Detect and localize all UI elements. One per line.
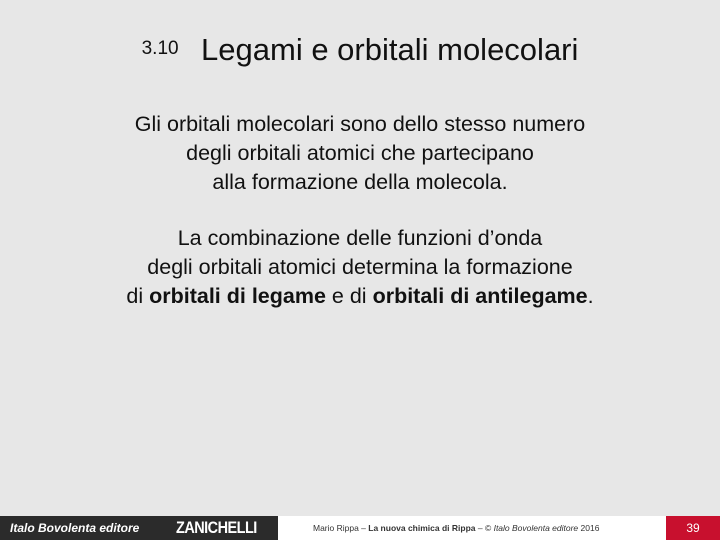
- credit-book-title: La nuova chimica di Rippa: [368, 523, 476, 533]
- credit-author: Mario Rippa –: [313, 523, 369, 533]
- text-suffix: .: [587, 284, 594, 308]
- antibonding-orbitals-term: orbitali di antilegame: [372, 284, 588, 308]
- credit-year: 2016: [578, 523, 600, 533]
- publisher-logo: Italo Bovolenta editore: [10, 521, 140, 535]
- paragraph-line: Gli orbitali molecolari sono dello stesso numero: [134, 112, 586, 136]
- paragraph-line: degli orbitali atomici determina la formazione: [147, 255, 573, 279]
- bonding-orbitals-term: orbitali di legame: [149, 284, 326, 308]
- paragraph-line: alla formazione della molecola.: [212, 170, 508, 194]
- paragraph-orbital-combination: [0, 224, 720, 311]
- slide-title: Legami e orbitali molecolari: [201, 32, 579, 67]
- section-number: 3.10: [141, 38, 179, 59]
- paragraph-line: La combinazione delle funzioni d’onda: [177, 226, 543, 250]
- text-prefix: di: [126, 284, 150, 308]
- footer-credit: [313, 523, 599, 533]
- slide-header: [0, 32, 720, 68]
- paragraph-line: degli orbitali atomici che partecipano: [186, 141, 534, 165]
- credit-separator: – ©: [475, 523, 494, 533]
- zanichelli-logo: ZANICHELLI: [176, 518, 257, 537]
- text-connector: e di: [325, 284, 373, 308]
- paragraph-orbital-count: [0, 110, 720, 197]
- page-number-badge: 39: [666, 516, 720, 540]
- credit-publisher: Italo Bovolenta editore: [493, 523, 579, 533]
- paragraph-line-emphasis: [0, 282, 720, 311]
- publisher-logo-bar: [0, 516, 278, 540]
- slide-footer: [0, 516, 720, 540]
